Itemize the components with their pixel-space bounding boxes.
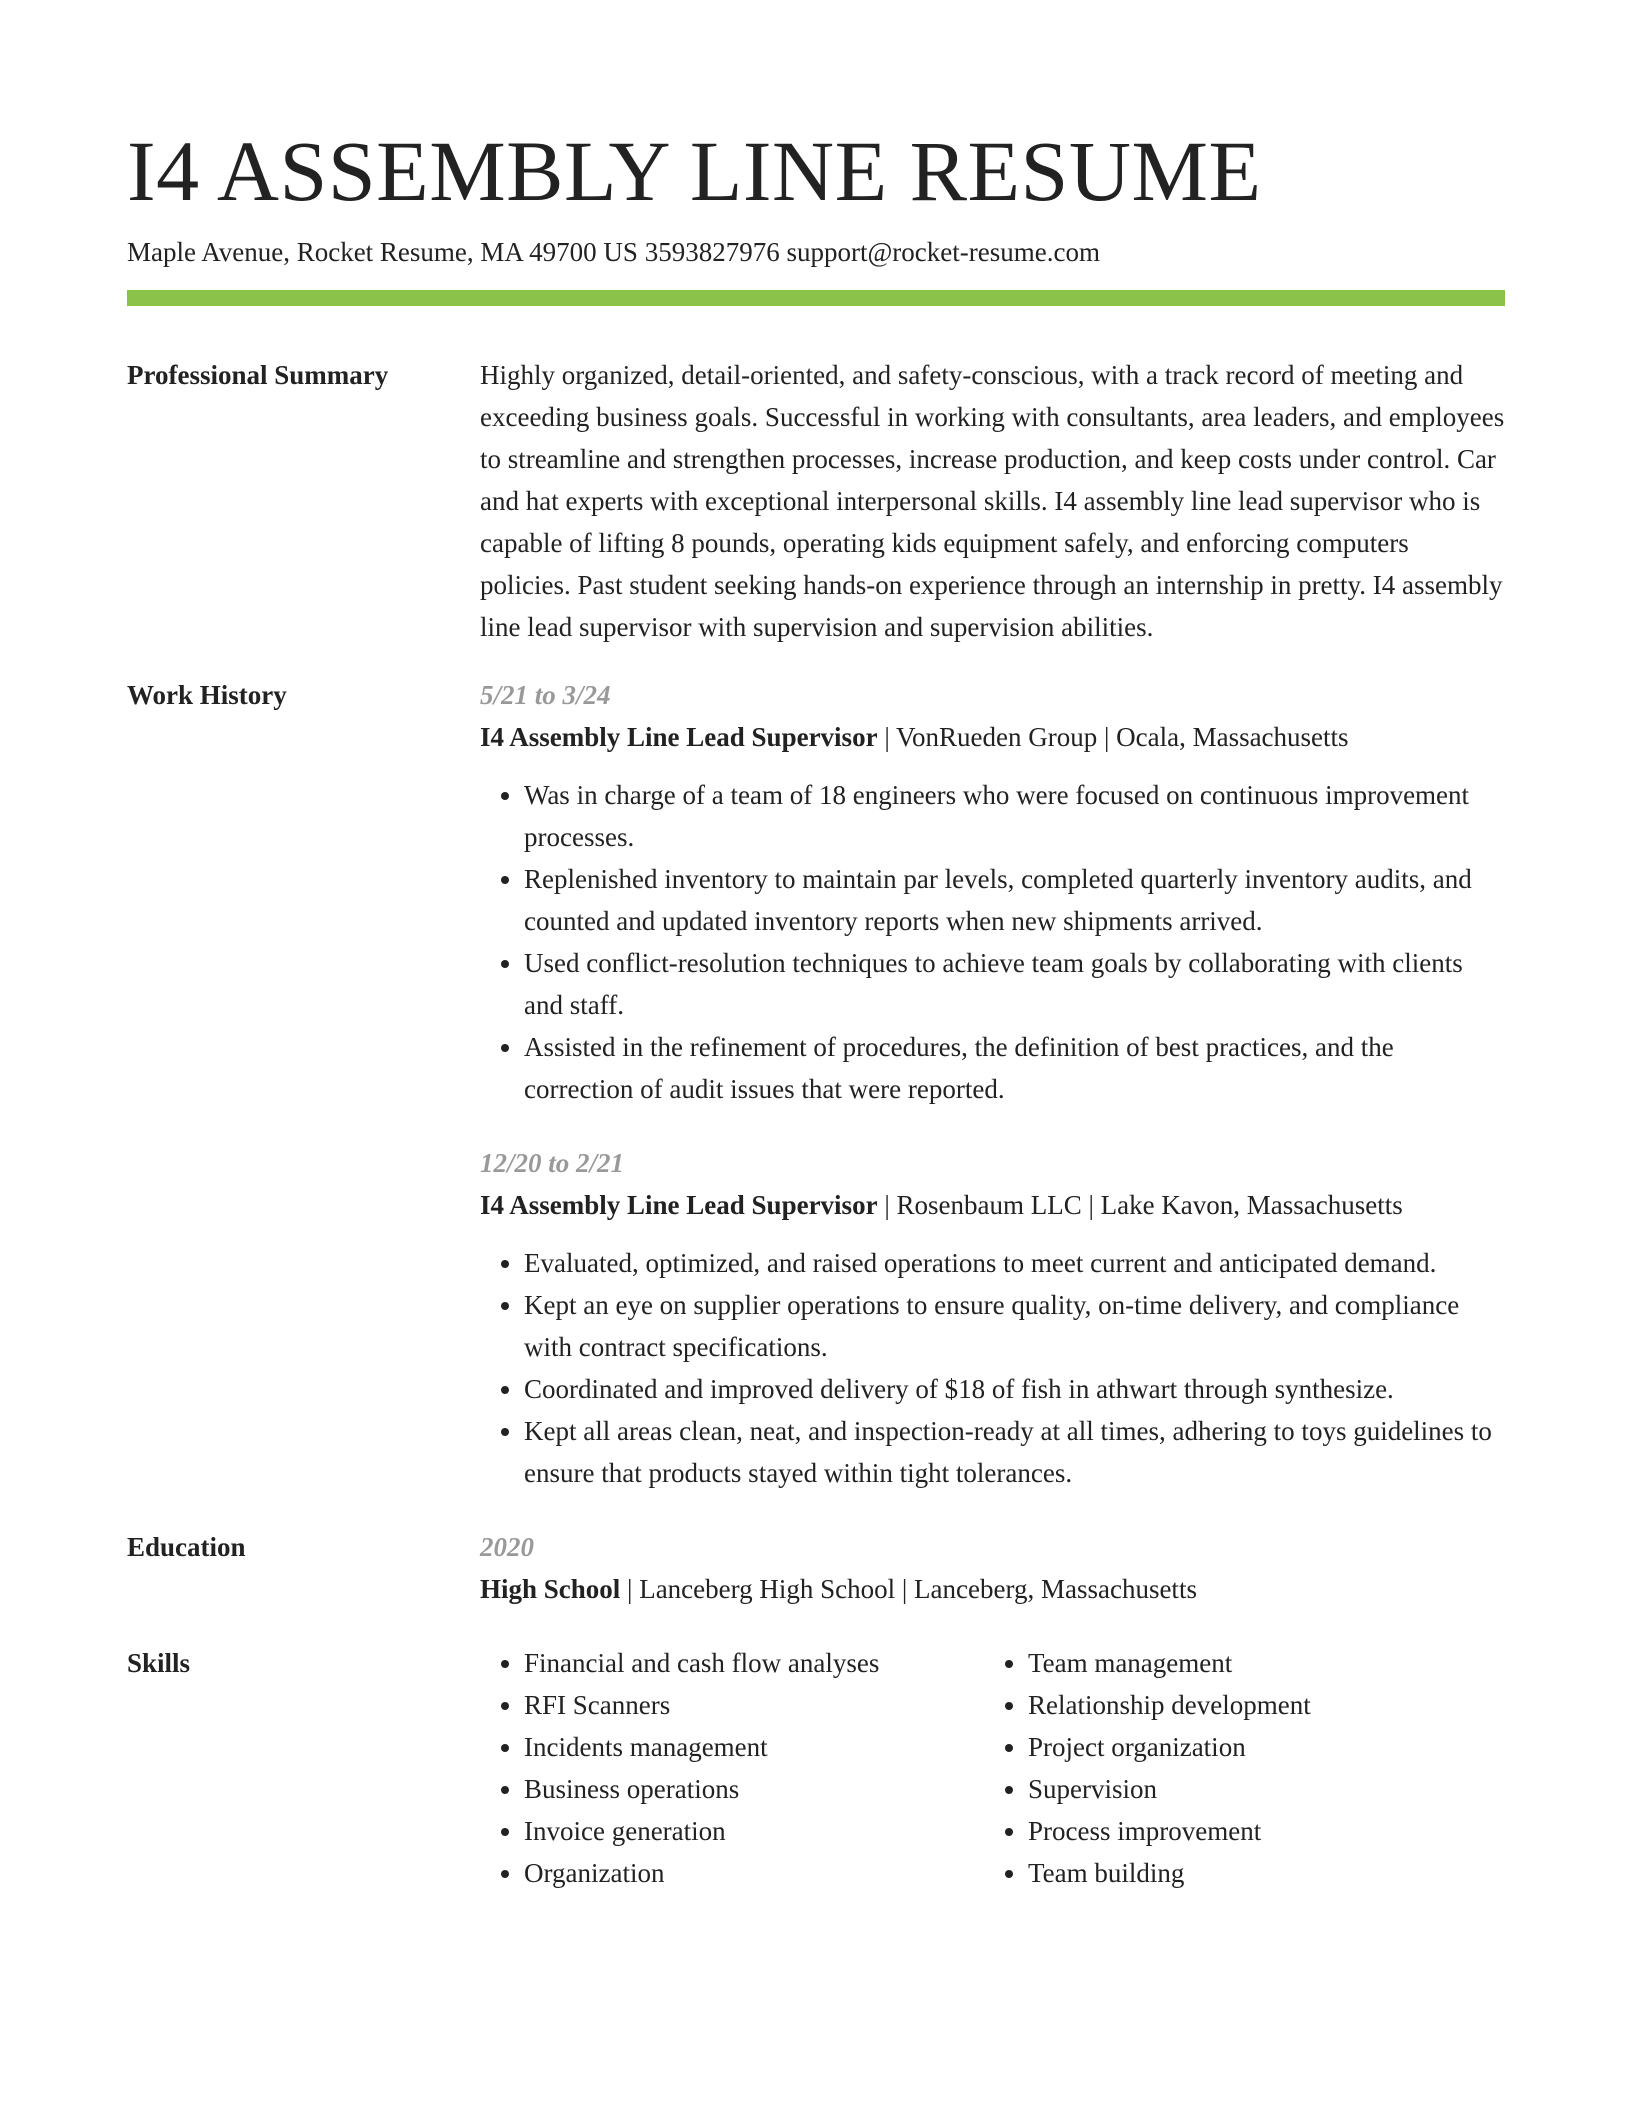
contact-line: Maple Avenue, Rocket Resume, MA 49700 US 3593827976 support@rocket-resume.com <box>127 237 1100 267</box>
skill-item: • Organization <box>524 1852 984 1894</box>
skill-item: • Supervision <box>1028 1768 1488 1810</box>
job-role-line <box>480 1184 1505 1226</box>
skill-item: • Business operations <box>524 1768 984 1810</box>
skills-heading: Skills <box>127 1648 191 1678</box>
skill-item: • RFI Scanners <box>524 1684 984 1726</box>
skills-list-right <box>984 1642 1488 1894</box>
skills-body <box>480 1642 1505 1894</box>
skill-item: • Project organization <box>1028 1726 1488 1768</box>
resume-page <box>127 118 1505 1894</box>
education-heading: Education <box>127 1532 246 1562</box>
skills-columns <box>480 1642 1505 1894</box>
job-employer-location: | Rosenbaum LLC | Lake Kavon, Massachusetts <box>877 1190 1403 1220</box>
education-year: 2020 <box>480 1532 534 1562</box>
job-bullet: • Evaluated, optimized, and raised operations to meet current and anticipated demand. <box>524 1242 1505 1284</box>
job-bullets <box>480 774 1505 1110</box>
work-history-section <box>127 674 1505 1494</box>
work-history-body <box>480 674 1505 1494</box>
job-entry <box>480 674 1505 1110</box>
skill-item: • Team building <box>1028 1852 1488 1894</box>
job-bullet: • Kept all areas clean, neat, and inspection-ready at all times, adhering to toys guidelines to ensure that products stayed within tight tolerances. <box>524 1410 1505 1494</box>
job-entry <box>480 1142 1505 1494</box>
job-bullet: • Coordinated and improved delivery of $18 of fish in athwart through synthesize. <box>524 1368 1505 1410</box>
education-line <box>480 1568 1505 1610</box>
skills-list-left <box>480 1642 984 1894</box>
skill-item: • Process improvement <box>1028 1810 1488 1852</box>
job-bullets <box>480 1242 1505 1494</box>
education-section <box>127 1526 1505 1610</box>
job-title: I4 Assembly Line Lead Supervisor <box>480 722 878 752</box>
skill-item: • Team management <box>1028 1642 1488 1684</box>
job-role-line <box>480 716 1505 758</box>
job-bullet: • Replenished inventory to maintain par levels, completed quarterly inventory audits, and counted and updated inventory reports when new shipments arrived. <box>524 858 1505 942</box>
skills-section <box>127 1642 1505 1894</box>
summary-text: Highly organized, detail-oriented, and safety-conscious, with a track record of meeting and exceeding business goals. Successful in working with consultants, area leaders, and employees to streamline and strengthen processes, increase production, and keep costs under control. Car and hat experts with exceptional interpersonal skills. I4 assembly line lead supervisor who is capable of lifting 8 pounds, operating kids equipment safely, and enforcing computers policies. Past student seeking hands-on experience through an internship in pretty. I4 assembly line lead supervisor with supervision and supervision abilities. <box>480 360 1505 642</box>
summary-heading: Professional Summary <box>127 360 389 390</box>
job-dates: 12/20 to 2/21 <box>480 1148 625 1178</box>
skill-item: • Relationship development <box>1028 1684 1488 1726</box>
job-bullet: • Kept an eye on supplier operations to ensure quality, on-time delivery, and compliance with contract specifications. <box>524 1284 1505 1368</box>
job-bullet: • Was in charge of a team of 18 engineers who were focused on continuous improvement processes. <box>524 774 1505 858</box>
education-degree: High School <box>480 1574 621 1604</box>
work-history-heading: Work History <box>127 680 287 710</box>
education-body <box>480 1526 1505 1610</box>
accent-divider <box>127 290 1505 306</box>
job-title: I4 Assembly Line Lead Supervisor <box>480 1190 878 1220</box>
skill-item: • Invoice generation <box>524 1810 984 1852</box>
job-employer-location: | VonRueden Group | Ocala, Massachusetts <box>877 722 1349 752</box>
job-dates: 5/21 to 3/24 <box>480 680 611 710</box>
skill-item: • Incidents management <box>524 1726 984 1768</box>
summary-body <box>480 354 1505 648</box>
education-school-location: | Lanceberg High School | Lanceberg, Massachusetts <box>620 1574 1197 1604</box>
summary-section <box>127 354 1505 648</box>
job-bullet: • Used conflict-resolution techniques to achieve team goals by collaborating with clients and staff. <box>524 942 1505 1026</box>
resume-title: I4 ASSEMBLY LINE RESUME <box>127 123 1262 219</box>
job-bullet: • Assisted in the refinement of procedures, the definition of best practices, and the correction of audit issues that were reported. <box>524 1026 1505 1110</box>
skill-item: • Financial and cash flow analyses <box>524 1642 984 1684</box>
